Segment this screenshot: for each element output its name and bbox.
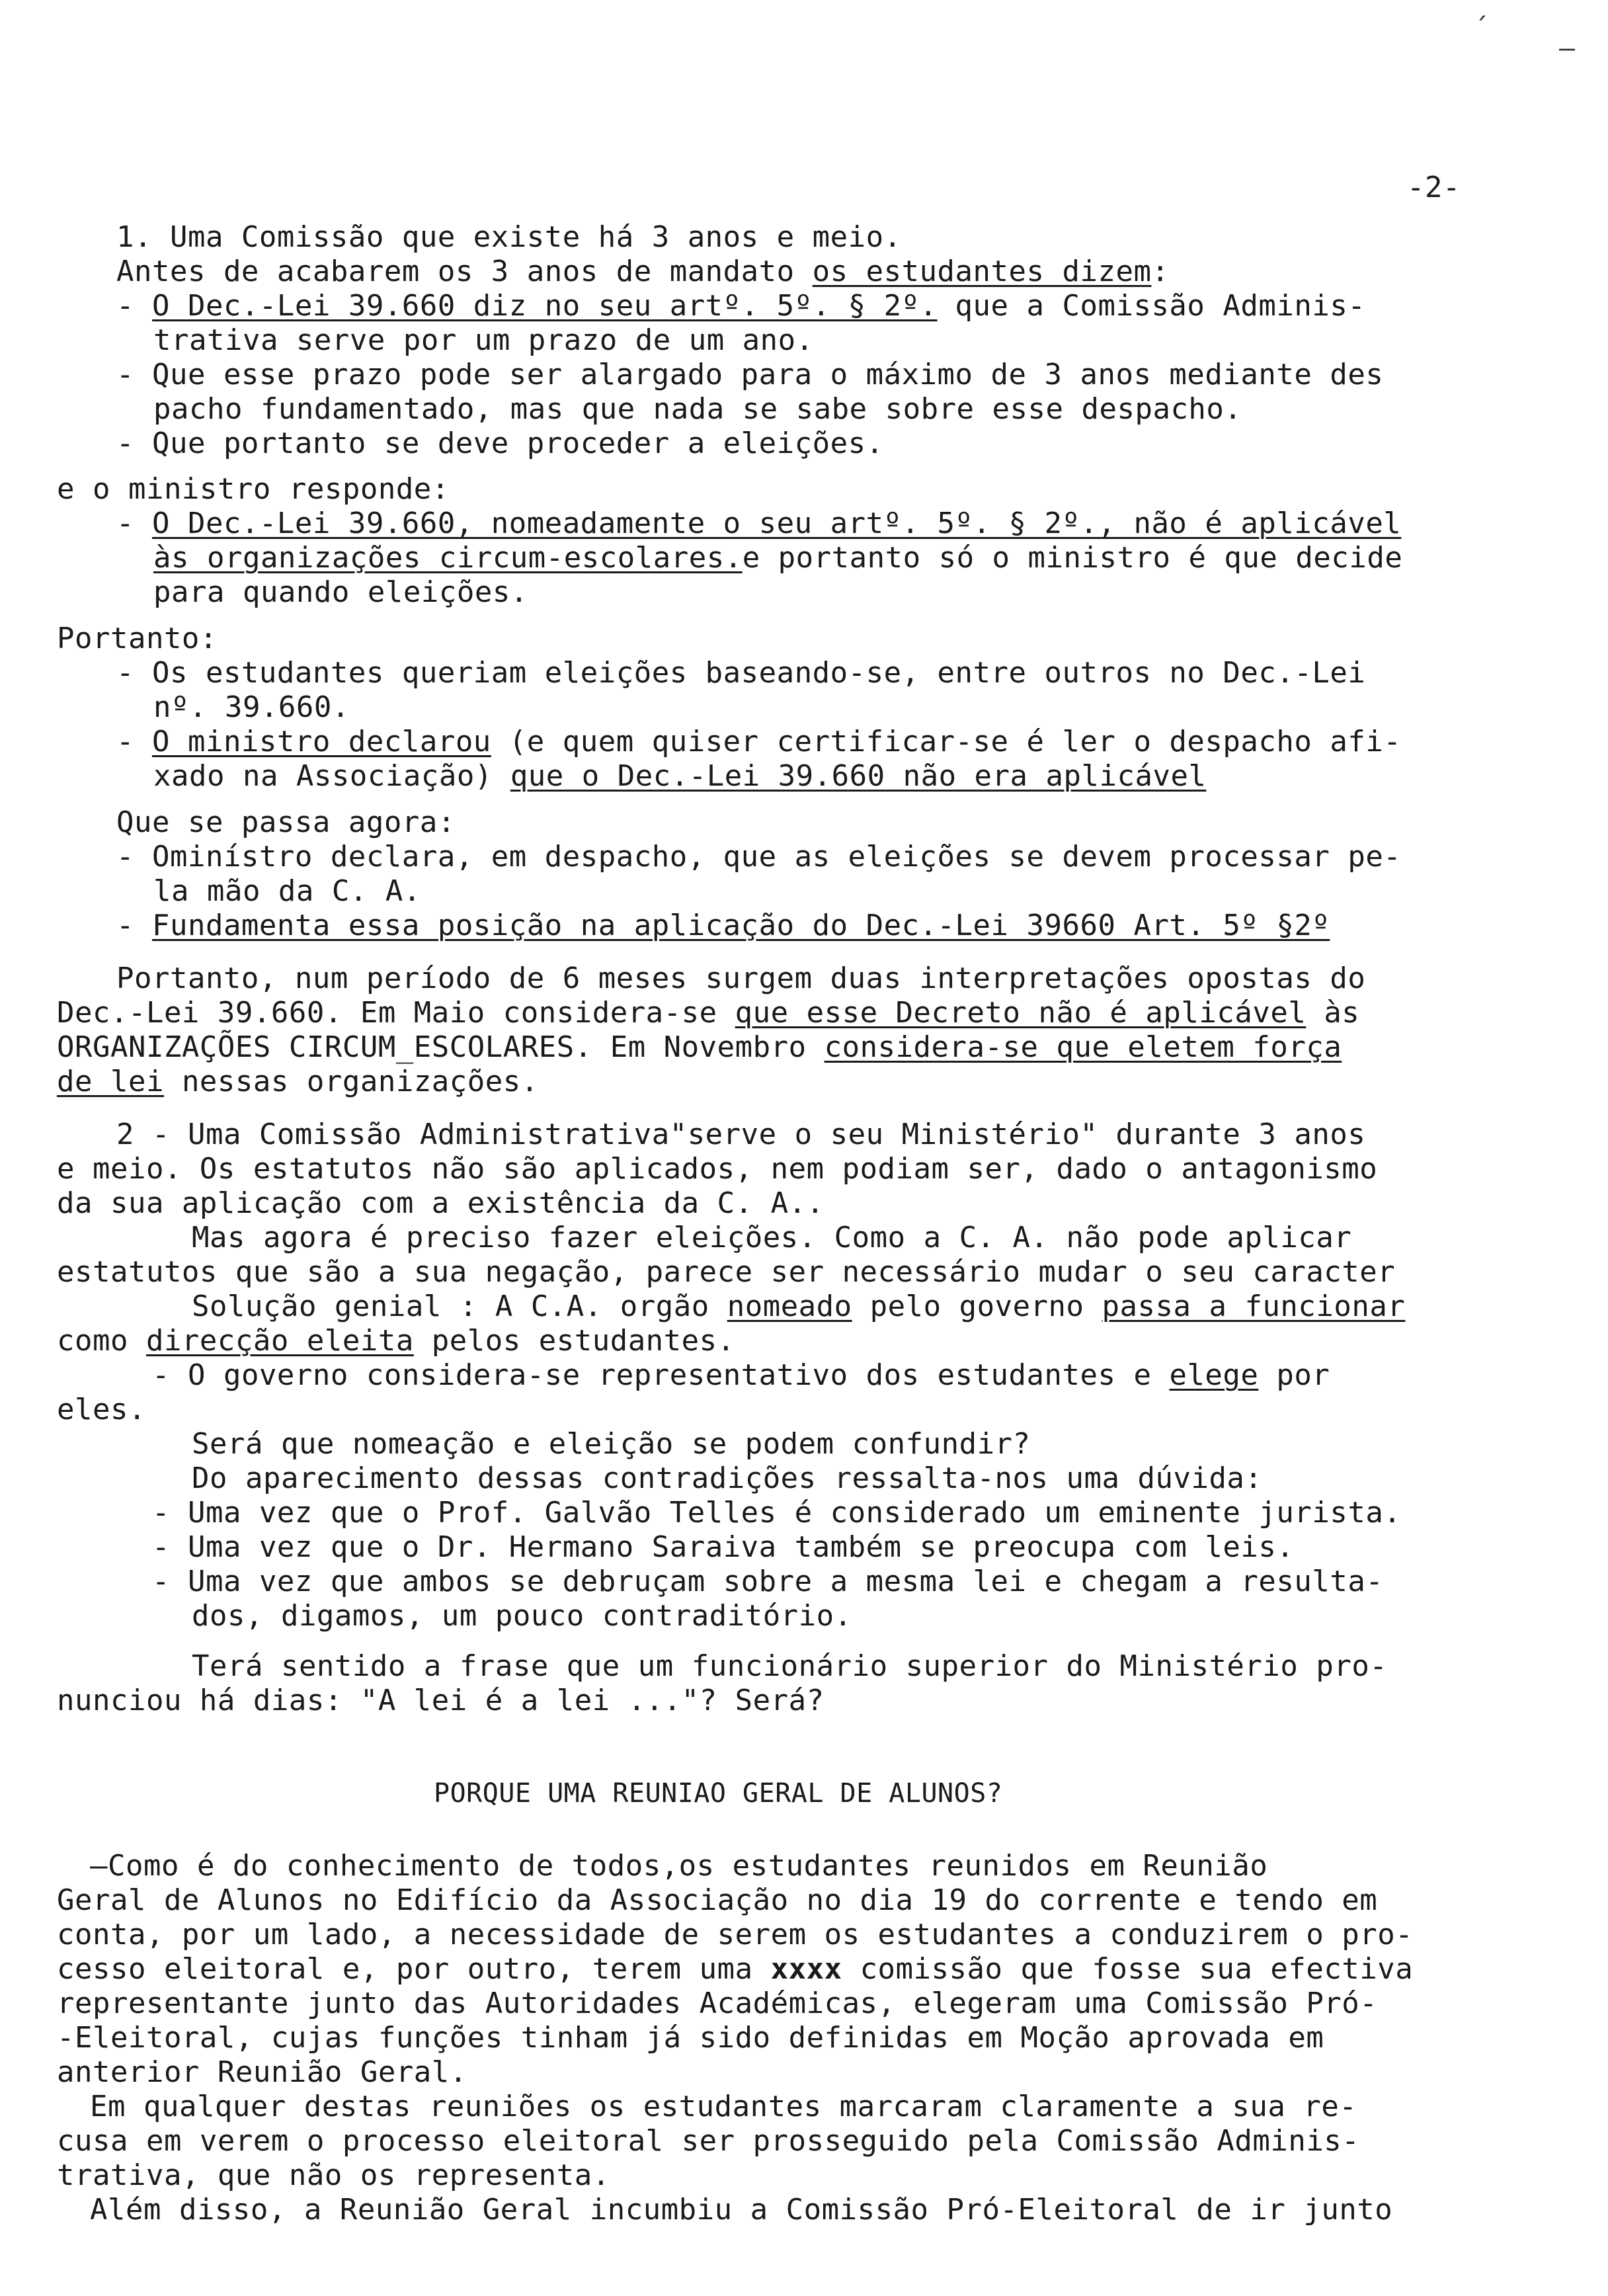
paragraph-line: ORGANIZAÇÕES CIRCUM_ESCOLARES. Em Novembro considera-se que eletem força (57, 1030, 1342, 1064)
paragraph-line: Portanto: (57, 622, 218, 655)
bullet-line: - Fundamenta essa posição na aplicação do Dec.-Lei 39660 Art. 5º §2º (116, 909, 1330, 942)
paragraph-line: Antes de acabarem os 3 anos de mandato os estudantes dizem: (116, 255, 1170, 288)
bullet-line: - Os estudantes queriam eleições baseando-se, entre outros no Dec.-Lei (116, 656, 1366, 690)
paragraph-line: estatutos que são a sua negação, parece ser necessário mudar o seu caracter (57, 1255, 1396, 1289)
paragraph-line: Em qualquer destas reuniões os estudantes marcaram claramente a sua re- (90, 2090, 1357, 2123)
paragraph-line: Além disso, a Reunião Geral incumbiu a Comissão Pró-Eleitoral de ir junto (90, 2193, 1393, 2227)
bullet-line: - Uma vez que o Dr. Hermano Saraiva também se preocupa com leis. (152, 1530, 1295, 1564)
page-number: -2- (1407, 171, 1461, 204)
paragraph-line: -Eleitoral, cujas funções tinham já sido definidas em Moção aprovada em (57, 2021, 1324, 2055)
paragraph-line: 1. Uma Comissão que existe há 3 anos e meio. (116, 220, 902, 254)
paragraph-line: anterior Reunião Geral. (57, 2055, 467, 2089)
section-heading: PORQUE UMA REUNIAO GERAL DE ALUNOS? (434, 1778, 1003, 1809)
bullet-line: pacho fundamentado, mas que nada se sabe sobre esse despacho. (153, 392, 1242, 426)
bullet-line: para quando eleições. (153, 575, 528, 609)
bullet-line: la mão da C. A. (153, 874, 421, 908)
paragraph-line: Dec.-Lei 39.660. Em Maio considera-se que esse Decreto não é aplicável às (57, 996, 1360, 1030)
paragraph-line: - O governo considera-se representativo dos estudantes e elege por (152, 1358, 1330, 1392)
struck-out-text: xxxx (770, 1952, 842, 1986)
paragraph-line: da sua aplicação com a existência da C. A.. (57, 1186, 824, 1220)
paragraph-line: Portanto, num período de 6 meses surgem duas interpretações opostas do (116, 962, 1366, 995)
paragraph-line: nunciou há dias: "A lei é a lei ..."? Será? (57, 1684, 824, 1717)
corner-mark: – (1559, 33, 1576, 63)
paragraph-line: e meio. Os estatutos não são aplicados, nem podiam ser, dado o antagonismo (57, 1152, 1378, 1186)
bullet-line: - Uma vez que ambos se debruçam sobre a mesma lei e chegam a resulta- (152, 1565, 1384, 1598)
paragraph-line: como direcção eleita pelos estudantes. (57, 1324, 735, 1358)
paragraph-line: eles. (57, 1393, 146, 1426)
paragraph-line: Geral de Alunos no Edifício da Associação no dia 19 do corrente e tendo em (57, 1883, 1378, 1917)
paragraph-line: cusa em verem o processo eleitoral ser prosseguido pela Comissão Adminis- (57, 2124, 1360, 2158)
bullet-line: às organizações circum-escolares.e portanto só o ministro é que decide (153, 541, 1403, 575)
paragraph-line: e o ministro responde: (57, 472, 450, 506)
paragraph-line: Do aparecimento dessas contradições ressalta-nos uma dúvida: (192, 1461, 1263, 1495)
bullet-line: - Ominístro declara, em despacho, que as eleições se devem processar pe- (116, 840, 1402, 874)
paragraph-line: Terá sentido a frase que um funcionário superior do Ministério pro- (192, 1649, 1388, 1683)
paragraph-line: representante junto das Autoridades Académicas, elegeram uma Comissão Pró- (57, 1987, 1378, 2020)
paragraph-line: —Como é do conhecimento de todos,os estudantes reunidos em Reunião (90, 1849, 1268, 1883)
bullet-line: nº. 39.660. (153, 690, 350, 724)
paragraph-line: Será que nomeação e eleição se podem confundir? (192, 1427, 1031, 1461)
bullet-line: - Que esse prazo pode ser alargado para o máximo de 3 anos mediante des (116, 358, 1384, 391)
bullet-line: - Que portanto se deve proceder a eleições. (116, 427, 884, 460)
paragraph-line: conta, por um lado, a necessidade de serem os estudantes a conduzirem o pro- (57, 1918, 1414, 1951)
paragraph-line: Mas agora é preciso fazer eleições. Como a C. A. não pode aplicar (192, 1221, 1352, 1254)
paragraph-line: Solução genial : A C.A. orgão nomeado pelo governo passa a funcionar (192, 1290, 1406, 1323)
bullet-line: xado na Associação) que o Dec.-Lei 39.660 não era aplicável (153, 759, 1207, 793)
bullet-line: - O Dec.-Lei 39.660 diz no seu artº. 5º. § 2º. que a Comissão Adminis- (116, 289, 1366, 323)
bullet-line: trativa serve por um prazo de um ano. (153, 323, 814, 357)
bullet-line: - O Dec.-Lei 39.660, nomeadamente o seu artº. 5º. § 2º., não é aplicável (116, 507, 1402, 540)
paragraph-line: de lei nessas organizações. (57, 1065, 539, 1098)
paragraph-line: Que se passa agora: (116, 805, 456, 839)
paragraph-line: 2 - Uma Comissão Administrativa"serve o seu Ministério" durante 3 anos (116, 1118, 1366, 1151)
bullet-line: - O ministro declarou (e quem quiser certificar-se é ler o despacho afi- (116, 725, 1402, 758)
paragraph-line: trativa, que não os representa. (57, 2158, 610, 2192)
paragraph-line: cesso eleitoral e, por outro, terem uma xxxx comissão que fosse sua efectiva (57, 1952, 1414, 1986)
bullet-line: dos, digamos, um pouco contraditório. (192, 1599, 852, 1633)
corner-mark: ´ (1473, 13, 1490, 44)
bullet-line: - Uma vez que o Prof. Galvão Telles é considerado um eminente jurista. (152, 1496, 1402, 1530)
